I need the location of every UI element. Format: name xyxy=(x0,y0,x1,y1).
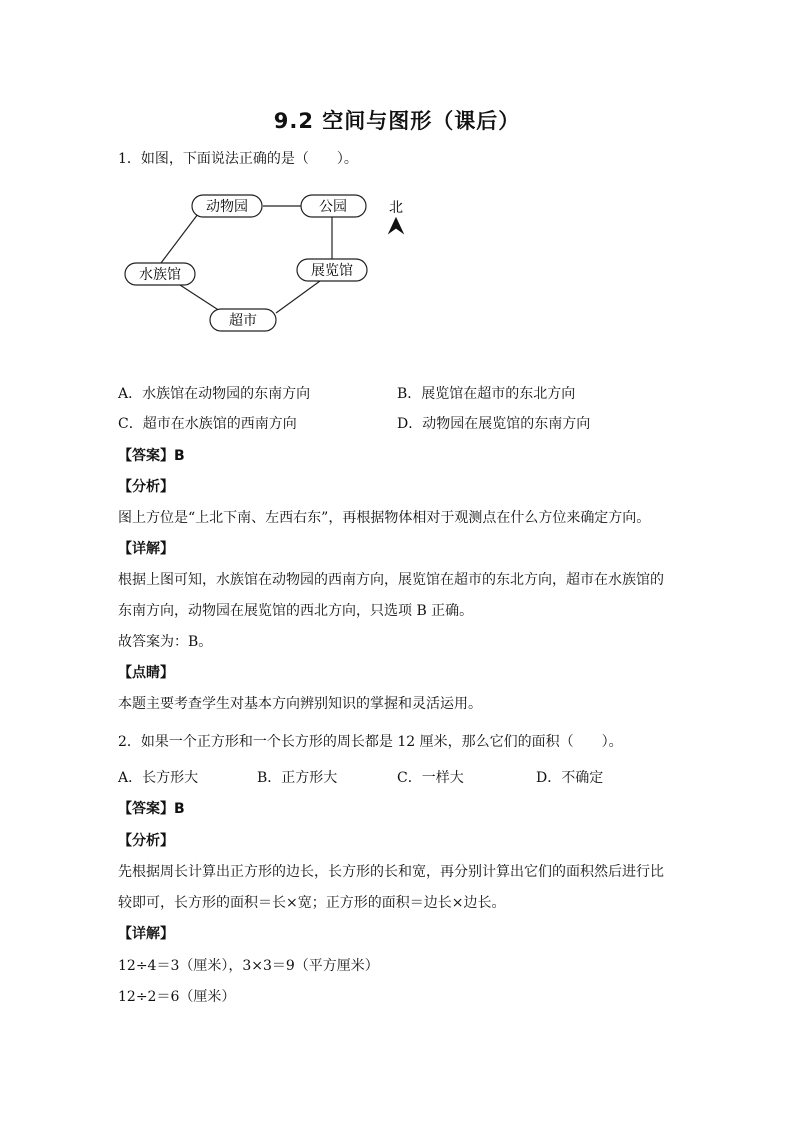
q2-analysis-line-2: 较即可，长方形的面积＝长×宽；正方形的面积＝边长×边长。 xyxy=(118,895,506,911)
place-supermarket xyxy=(210,309,276,331)
q1-option-a: A．水族馆在动物园的东南方向 xyxy=(118,386,311,402)
q2-detail-line-1: 12÷4＝3（厘米），3×3＝9（平方厘米） xyxy=(118,958,379,974)
q2-detail-tag: 【详解】 xyxy=(118,926,174,942)
q1-detail-line-2: 东南方向，动物园在展览馆的西北方向，只选项 B 正确。 xyxy=(118,603,474,619)
north-arrow-icon xyxy=(389,218,403,233)
place-exhibition-label: 展览馆 xyxy=(311,263,353,279)
q1-analysis-tag: 【分析】 xyxy=(118,479,174,495)
q1-analysis-text: 图上方位是“上北下南、左西右东”，再根据物体相对于观测点在什么方位来确定方向。 xyxy=(118,510,651,526)
q1-option-c: C．超市在水族馆的西南方向 xyxy=(118,416,297,432)
place-zoo-label: 动物园 xyxy=(206,199,248,215)
q1-answer: 【答案】B xyxy=(118,448,185,464)
q2-analysis-tag: 【分析】 xyxy=(118,833,174,849)
q2-option-d: D．不确定 xyxy=(536,770,604,786)
q2-answer: 【答案】B xyxy=(118,801,185,817)
page-title: 9.2 空间与图形（课后） xyxy=(273,109,521,133)
q1-detail-tag: 【详解】 xyxy=(118,541,174,557)
q2-option-a: A．长方形大 xyxy=(118,770,199,786)
q1-comment-text: 本题主要考查学生对基本方向辨别知识的掌握和灵活运用。 xyxy=(118,696,482,712)
q1-detail-line-1: 根据上图可知，水族馆在动物园的西南方向，展览馆在超市的东北方向，超市在水族馆的 xyxy=(118,572,664,588)
north-label: 北 xyxy=(389,200,403,216)
place-park-label: 公园 xyxy=(319,199,347,215)
place-supermarket-label: 超市 xyxy=(229,313,257,329)
q1-detail-line-3: 故答案为：B。 xyxy=(118,634,213,650)
q2-analysis-line-1: 先根据周长计算出正方形的边长，长方形的长和宽，再分别计算出它们的面积然后进行比 xyxy=(118,864,664,880)
q1-option-b: B．展览馆在超市的东北方向 xyxy=(397,386,576,402)
place-aquarium xyxy=(125,263,195,285)
place-zoo xyxy=(192,195,262,217)
direction-map-diagram xyxy=(110,185,420,340)
place-exhibition xyxy=(297,259,367,281)
q2-option-c: C．一样大 xyxy=(397,770,464,786)
q1-comment-tag: 【点睛】 xyxy=(118,665,174,681)
q2-option-b: B．正方形大 xyxy=(257,770,338,786)
place-park xyxy=(301,195,366,217)
place-aquarium-label: 水族馆 xyxy=(139,267,181,283)
q2-detail-line-2: 12÷2＝6（厘米） xyxy=(118,989,236,1005)
question-2-stem: 2．如果一个正方形和一个长方形的周长都是 12 厘米，那么它们的面积（ ）。 xyxy=(118,734,623,750)
route-aquarium-supermarket xyxy=(180,285,220,311)
question-1-stem: 1．如图，下面说法正确的是（ ）。 xyxy=(118,151,358,167)
q1-option-d: D．动物园在展览馆的东南方向 xyxy=(397,416,591,432)
route-supermarket-exhibition xyxy=(276,281,320,313)
